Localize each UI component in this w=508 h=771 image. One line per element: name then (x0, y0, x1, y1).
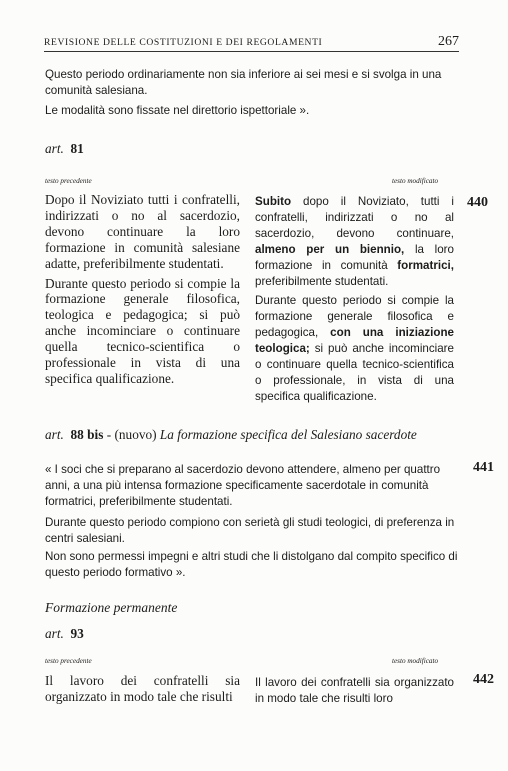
previous-paragraph-1: Dopo il Noviziato tutti i confratelli, indirizzati o no al sacerdozio, devono continuare la loro formazione in comunità salesiane adatte, preferibilmente studentati. (45, 192, 240, 271)
emphasized-change: formatrici, (397, 258, 454, 272)
art-number: 81 (70, 141, 84, 156)
modified-paragraph-1 (255, 194, 454, 289)
margin-number-442: 442 (473, 672, 494, 687)
header-rule (44, 51, 459, 52)
left-column-heading: testo precedente (45, 657, 92, 665)
text-segment: si può anche incominciare o continuare quella tecnico-scientifica o professionale, in vista di una specifica qualificazione. (255, 342, 454, 403)
margin-number-441: 441 (473, 460, 494, 475)
art-new-marker: - (nuovo) (106, 427, 157, 442)
art-word: art. (45, 427, 64, 442)
art-88bis-paragraph-2: Durante questo periodo compiono con serietà gli studi teologici, di preferenza in centri salesiani. (45, 516, 455, 545)
art-93-previous-text: Il lavoro dei confratelli sia organizzato in modo tale che risulti (45, 673, 240, 704)
art-88bis-paragraph-1: « I soci che si preparano al sacerdozio devono attendere, almeno per quattro anni, a una più intensa formazione specificamente sacerdotale in comunità formatrici, preferibilmente studentati. (45, 463, 441, 508)
previous-paragraph-2: Durante questo periodo si compie la formazione generale filosofica, teologica e pedagogica; si può anche incominciare o continuare quella tecnico-scientifica o professionale in vista di una specifica qualificazione. (45, 275, 240, 386)
modified-paragraph-2 (255, 293, 454, 404)
emphasized-change: almeno per un biennio, (255, 242, 405, 256)
section-title: Formazione permanente (45, 600, 178, 615)
art-title: La formazione specifica del Salesiano sacerdote (159, 427, 417, 442)
intro-paragraph-1: Questo periodo ordinariamente non sia inferiore ai sei mesi e si svolga in una comunità salesiana. (45, 68, 442, 97)
page-number: 267 (438, 34, 459, 49)
running-title: REVISIONE DELLE COSTITUZIONI E DEI REGOLAMENTI (44, 37, 323, 48)
running-head (44, 36, 459, 52)
margin-number-440: 440 (467, 195, 488, 210)
text-segment: Durante questo periodo si compie la formazione generale filosofica e pedagogica, (255, 294, 454, 340)
text-segment: la loro formazione in comunità (255, 242, 454, 272)
art-88bis-heading (45, 427, 417, 443)
art-word: art. (45, 626, 64, 641)
emphasized-change: con una iniziazione teologica; (255, 326, 454, 356)
intro-paragraph-2: Le modalità sono fissate nel direttorio ispettoriale ». (45, 104, 310, 117)
text-segment: dopo il Noviziato, tutti i confratelli, indirizzati o no al sacerdozio, devono continuare, (255, 195, 454, 240)
emphasized-change: Subito (255, 195, 292, 208)
art-number: 93 (70, 626, 84, 641)
art-81-label (45, 141, 84, 157)
art-93-modified-text: Il lavoro dei confratelli sia organizzato in modo tale che risulti loro (255, 676, 454, 705)
art-88bis-paragraph-3: Non sono permessi impegni e altri studi che li distolgano dal compito specifico di questo periodo formativo ». (45, 550, 458, 579)
art-word: art. (45, 141, 64, 156)
right-column-heading: testo modificato (392, 177, 439, 185)
text-segment: preferibilmente studentati. (255, 274, 389, 288)
art-93-label (45, 626, 84, 642)
art-number: 88 bis (70, 427, 104, 442)
art-81-modified-text (255, 194, 454, 405)
right-column-heading: testo modificato (392, 657, 439, 665)
art-81-previous-text (45, 192, 240, 387)
left-column-heading: testo precedente (45, 177, 92, 185)
